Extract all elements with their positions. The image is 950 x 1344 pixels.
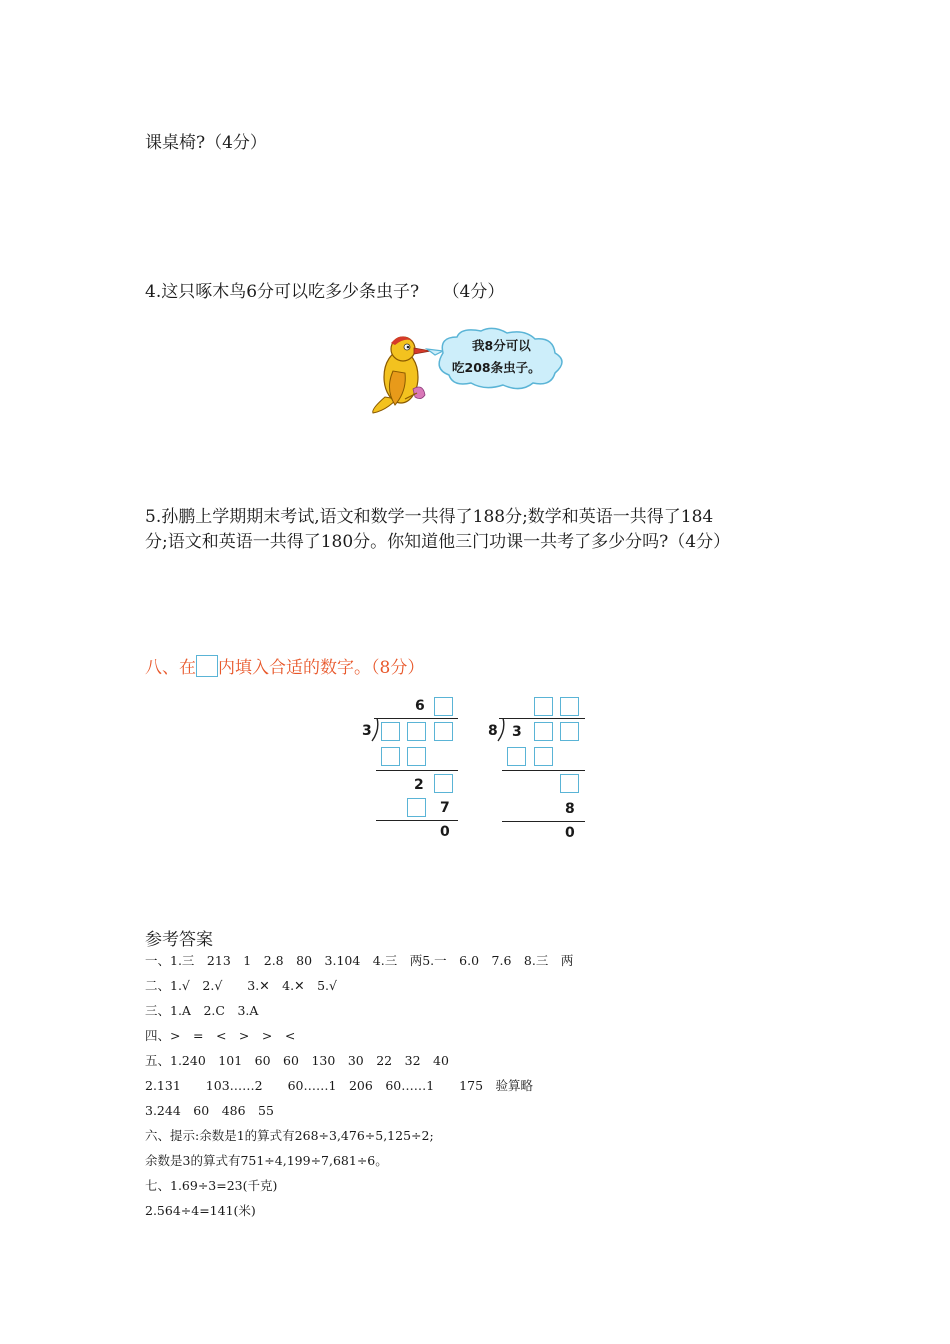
question-4-text bbox=[145, 277, 504, 302]
answer-box[interactable] bbox=[407, 722, 426, 741]
blank-box-icon bbox=[196, 655, 218, 677]
quotient-line bbox=[374, 718, 458, 719]
final-remainder: 0 bbox=[440, 824, 450, 840]
division-bracket-icon bbox=[496, 718, 506, 742]
answer-box[interactable] bbox=[381, 747, 400, 766]
remainder-digit: 2 bbox=[414, 777, 424, 793]
answer-line: 四、> = < > > < bbox=[145, 1028, 296, 1043]
answer-box[interactable] bbox=[434, 774, 453, 793]
answer-box[interactable] bbox=[534, 697, 553, 716]
section-8-prefix: 八、在 bbox=[145, 658, 196, 678]
subtraction-line bbox=[376, 770, 458, 771]
answer-box[interactable] bbox=[381, 722, 400, 741]
answer-line: 余数是3的算式有751÷4,199÷7,681÷6。 bbox=[145, 1153, 388, 1168]
division-bracket-icon bbox=[370, 718, 380, 742]
bubble-line-1: 我8分可以 bbox=[472, 338, 531, 353]
answer-line: 三、1.A 2.C 3.A bbox=[145, 1003, 259, 1018]
answer-box[interactable] bbox=[507, 747, 526, 766]
answer-box[interactable] bbox=[407, 798, 426, 817]
answer-line: 六、提示:余数是1的算式有268÷3,476÷5,125÷2; bbox=[145, 1128, 434, 1143]
answer-line: 2.131 103……2 60……1 206 60……1 175 验算略 bbox=[145, 1078, 534, 1093]
answer-line: 2.564÷4=141(米) bbox=[145, 1203, 256, 1218]
answer-box[interactable] bbox=[534, 722, 553, 741]
woodpecker-illustration bbox=[365, 327, 585, 419]
question-4-score: （4分） bbox=[442, 282, 505, 302]
section-8-suffix: 内填入合适的数字。（8分） bbox=[218, 658, 425, 678]
answer-box[interactable] bbox=[560, 774, 579, 793]
question-4-prompt: 4.这只啄木鸟6分可以吃多少条虫子? bbox=[145, 282, 420, 302]
product-digit: 7 bbox=[440, 800, 450, 816]
answer-line: 一、1.三 213 1 2.8 80 3.104 4.三 两5.一 6.0 7.6 8.三 两 bbox=[145, 953, 574, 968]
answer-box[interactable] bbox=[560, 722, 579, 741]
answer-line: 五、1.240 101 60 60 130 30 22 32 40 bbox=[145, 1053, 449, 1068]
answer-box[interactable] bbox=[560, 697, 579, 716]
subtraction-line bbox=[502, 821, 585, 822]
divisor-digit: 3 bbox=[362, 723, 372, 739]
question-5-line-1: 5.孙鹏上学期期末考试,语文和数学一共得了188分;数学和英语一共得了184 bbox=[145, 507, 714, 527]
divisor-digit: 8 bbox=[488, 723, 498, 739]
quotient-digit: 6 bbox=[415, 698, 425, 714]
answer-box[interactable] bbox=[434, 722, 453, 741]
division-puzzle-2 bbox=[487, 693, 597, 843]
answers-title: 参考答案 bbox=[145, 930, 213, 950]
bubble-line-2: 吃208条虫子。 bbox=[452, 360, 541, 375]
answer-box[interactable] bbox=[407, 747, 426, 766]
final-remainder: 0 bbox=[565, 825, 575, 841]
subtraction-line bbox=[502, 770, 585, 771]
dividend-digit: 3 bbox=[512, 724, 522, 740]
answer-line: 二、1.√ 2.√ 3.✕ 4.✕ 5.√ bbox=[145, 978, 337, 993]
answer-box[interactable] bbox=[534, 747, 553, 766]
answer-line: 七、1.69÷3=23(千克) bbox=[145, 1178, 278, 1193]
subtraction-line bbox=[376, 820, 458, 821]
answer-box[interactable] bbox=[434, 697, 453, 716]
product-digit: 8 bbox=[565, 801, 575, 817]
division-puzzle-1 bbox=[360, 693, 470, 843]
question-5-line-2: 分;语文和英语一共得了180分。你知道他三门功课一共考了多少分吗?（4分） bbox=[145, 532, 731, 552]
section-8-heading bbox=[145, 653, 424, 678]
quotient-line bbox=[499, 718, 585, 719]
answer-line: 3.244 60 486 55 bbox=[145, 1103, 274, 1118]
question-3-tail: 课桌椅?（4分） bbox=[145, 133, 267, 153]
